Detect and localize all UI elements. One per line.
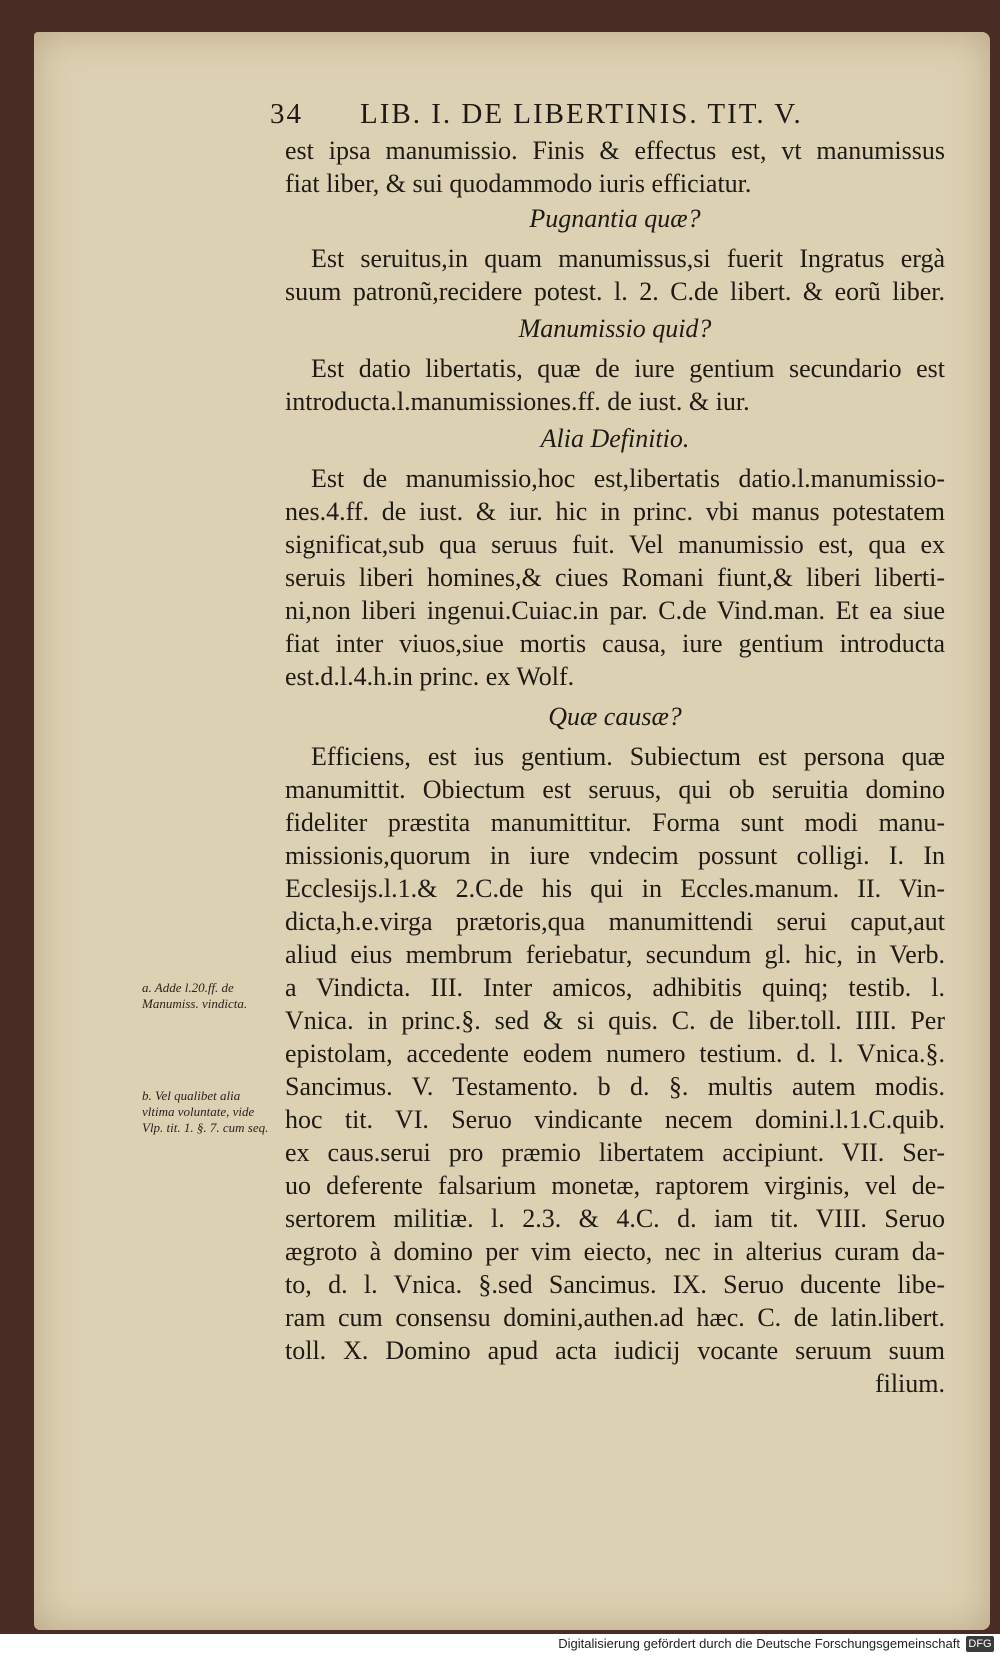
text-line: Efficiens, est ius gentium. Subiectum est persona quæ: [311, 742, 945, 771]
text-line: Vnica. in princ.§. sed & si quis. C. de liber.toll. IIII. Per: [285, 1006, 945, 1035]
text-line: epistolam, accedente eodem numero testium. d. l. Vnica.§.: [285, 1039, 945, 1068]
section-heading: Alia Definitio.: [540, 424, 690, 453]
text-line: a Vindicta. III. Inter amicos, adhibitis quinq; testib. l.: [285, 973, 945, 1002]
text-line: ex caus.serui pro præmio libertatem accipiunt. VII. Ser-: [285, 1138, 945, 1167]
margin-note-b: b. Vel qualibet alia vltima voluntate, vide Vlp. tit. 1. §. 7. cum seq.: [142, 1088, 269, 1135]
text-line: Est datio libertatis, quæ de iure gentium secundario est: [311, 354, 945, 383]
text-line: seruis liberi homines,& ciues Romani fiunt,& liberi liberti-: [285, 563, 945, 592]
text-line: dicta,h.e.virga prætoris,qua manumittendi serui caput,aut: [285, 907, 945, 936]
text-line: Est seruitus,in quam manumissus,si fuerit Ingratus ergà: [311, 244, 945, 273]
section-heading: Pugnantia quæ?: [529, 204, 701, 233]
text-line: to, d. l. Vnica. §.sed Sancimus. IX. Seruo ducente libe-: [285, 1270, 945, 1299]
text-line: nes.4.ff. de iust. & iur. hic in princ. vbi manus potestatem: [285, 497, 945, 526]
text-line: manumittit. Obiectum est seruus, qui ob seruitia domino: [285, 775, 945, 804]
running-header: [270, 98, 930, 138]
section-heading: Quæ causæ?: [548, 702, 682, 731]
margin-note-a: a. Adde l.20.ff. de Manumiss. vindicta.: [142, 980, 248, 1011]
text-line: suum patronũ,recidere potest. l. 2. C.de libert. & eorũ liber.: [285, 277, 945, 306]
section-heading: Manumissio quid?: [518, 314, 712, 343]
text-line: introducta.l.manumissiones.ff. de iust. & iur.: [285, 387, 750, 416]
text-line: filium.: [874, 1369, 945, 1398]
text-line: ægroto à domino per vim eiecto, nec in alterius curam da-: [285, 1237, 945, 1266]
text-line: hoc tit. VI. Seruo vindicante necem domini.l.1.C.quib.: [285, 1105, 945, 1134]
text-line: uo deferente falsarium monetæ, raptorem virginis, vel de-: [285, 1171, 945, 1200]
text-line: Ecclesijs.l.1.& 2.C.de his qui in Eccles.manum. II. Vin-: [285, 874, 945, 903]
text-line: fiat liber, & sui quodammodo iuris efficiatur.: [285, 169, 752, 198]
digitization-footer: [0, 1634, 1000, 1656]
text-line: Est de manumissio,hoc est,libertatis datio.l.manumissio-: [311, 464, 945, 493]
text-line: sertorem militiæ. l. 2.3. & 4.C. d. iam tit. VIII. Seruo: [285, 1204, 945, 1233]
text-line: missionis,quorum in iure vndecim possunt colligi. I. In: [285, 841, 945, 870]
text-line: aliud eius membrum feriebatur, secundum gl. hic, in Verb.: [285, 940, 945, 969]
text-line: ram cum consensu domini,authen.ad hæc. C. de latin.libert.: [285, 1303, 945, 1332]
running-title: LIB. I. DE LIBERTINIS. TIT. V.: [360, 98, 803, 130]
text-line: est ipsa manumissio. Finis & effectus est, vt manumissus: [285, 136, 945, 165]
text-line: Sancimus. V. Testamento. b d. §. multis autem modis.: [285, 1072, 945, 1101]
text-line: fideliter præstita manumittitur. Forma sunt modi manu-: [285, 808, 945, 837]
text-line: ni,non liberi ingenui.Cuiac.in par. C.de Vind.man. Et ea siue: [285, 596, 945, 625]
text-line: fiat inter viuos,siue mortis causa, iure gentium introducta: [285, 629, 945, 658]
text-line: significat,sub qua seruus fuit. Vel manumissio est, qua ex: [285, 530, 945, 559]
text-line: est.d.l.4.h.in princ. ex Wolf.: [285, 662, 575, 691]
text-line: toll. X. Domino apud acta iudicij vocante seruum suum: [285, 1336, 945, 1365]
dfg-logo-icon: DFG: [966, 1636, 994, 1652]
page-number: 34: [270, 98, 303, 130]
footer-credit: Digitalisierung gefördert durch die Deutsche Forschungsgemeinschaft: [558, 1636, 960, 1651]
